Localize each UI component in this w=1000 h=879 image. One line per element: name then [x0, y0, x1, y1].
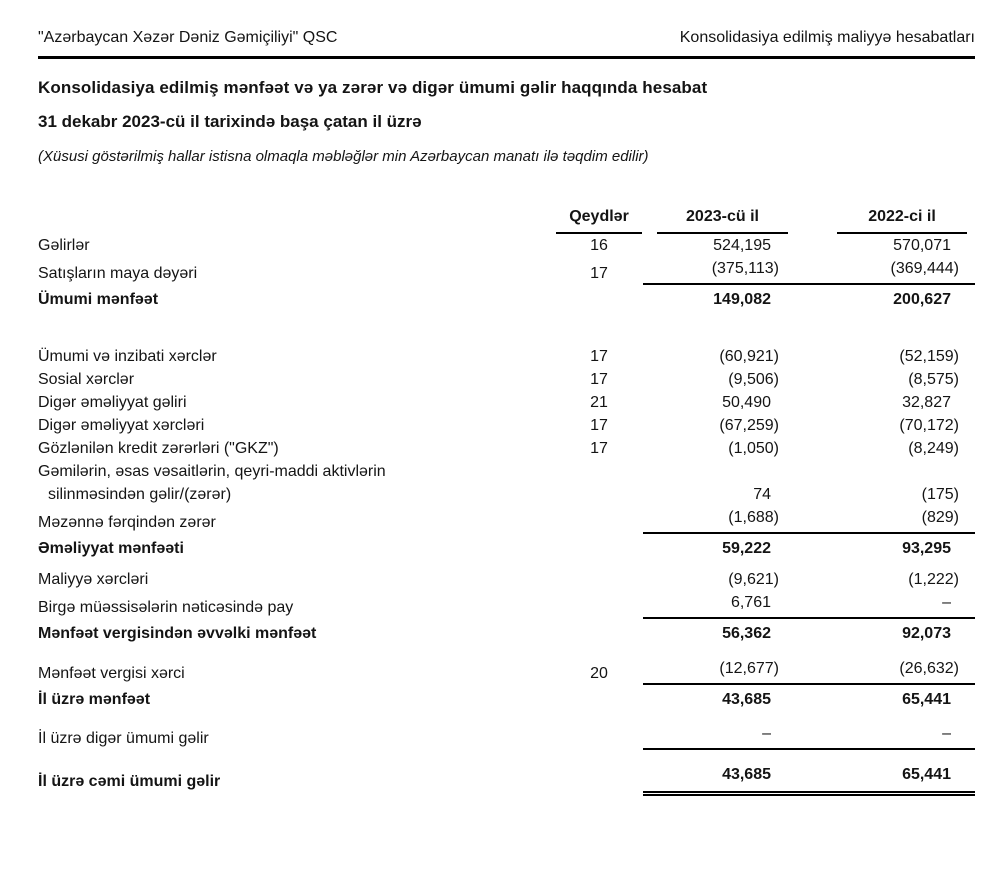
running-header [38, 28, 975, 59]
row-value-2022: 93,295 [902, 540, 951, 557]
row-label: Mənfəət vergisindən əvvəlki mənfəət [38, 625, 317, 642]
table-row-revenue [38, 234, 975, 257]
row-label: Əməliyyat mənfəəti [38, 540, 184, 557]
table-row-finance-costs [38, 568, 975, 591]
table-header-row [38, 205, 975, 234]
row-value-2022: – [793, 722, 975, 750]
row-label: Sosial xərclər [38, 371, 135, 388]
row-value-2022: (1,222) [908, 571, 959, 588]
table-row-expected-credit-losses [38, 437, 975, 460]
table-row-cost-of-sales [38, 257, 975, 285]
row-value-2023: 6,761 [643, 591, 793, 619]
row-value-2022: 570,071 [893, 237, 951, 254]
table-row-share-of-joint-ventures [38, 591, 975, 619]
row-label: Mənfəət vergisi xərci [38, 665, 185, 682]
table-row-other-operating-income [38, 391, 975, 414]
row-note: 17 [590, 417, 608, 434]
row-label-line1: Gəmilərin, əsas vəsaitlərin, qeyri-maddi aktivlərin [38, 463, 386, 480]
col-header-notes: Qeydlər [555, 205, 643, 234]
row-label: İl üzrə cəmi ümumi gəlir [38, 773, 221, 790]
row-label: Satışların maya dəyəri [38, 265, 198, 282]
row-label: İl üzrə mənfəət [38, 691, 151, 708]
table-row-income-tax-expense [38, 657, 975, 685]
row-value-2022: (369,444) [793, 257, 975, 285]
row-label: Ümumi və inzibati xərclər [38, 348, 217, 365]
table-row-other-comprehensive-income [38, 722, 975, 750]
report-type: Konsolidasiya edilmiş maliyyə hesabatları [679, 29, 975, 46]
table-row-writeoff-gain-loss [38, 460, 975, 506]
row-note: 20 [590, 665, 608, 682]
row-value-2023: (67,259) [719, 417, 779, 434]
period-subtitle: 31 dekabr 2023-cü il tarixində başa çatan il üzrə [38, 112, 422, 131]
row-value-2022: 200,627 [893, 291, 951, 308]
table-row-general-admin-expenses [38, 345, 975, 368]
row-note: 17 [590, 265, 608, 282]
row-value-2022: (8,575) [908, 371, 959, 388]
row-value-2023: 56,362 [722, 625, 771, 642]
row-value-2022: (175) [921, 486, 959, 503]
table-row-profit-before-tax [38, 619, 975, 645]
row-value-2023: (12,677) [643, 657, 793, 685]
col-header-2022: 2022-ci il [793, 205, 975, 234]
col-header-2023: 2023-cü il [643, 205, 793, 234]
row-value-2023: (60,921) [719, 348, 779, 365]
table-row-social-expenses [38, 368, 975, 391]
row-label: İl üzrə digər ümumi gəlir [38, 730, 209, 747]
row-value-2023: 59,222 [722, 540, 771, 557]
row-value-2023: 74 [753, 486, 771, 503]
row-note: 17 [590, 371, 608, 388]
table-row-gross-profit [38, 285, 975, 311]
table-row-total-comprehensive-income [38, 760, 975, 793]
row-label: Gəlirlər [38, 237, 90, 254]
row-value-2022: (8,249) [908, 440, 959, 457]
row-label: Məzənnə fərqindən zərər [38, 514, 216, 531]
row-label: Gözlənilən kredit zərərləri ("GKZ") [38, 440, 279, 457]
currency-note: (Xüsusi göstərilmiş hallar istisna olmaqla məbləğlər min Azərbaycan manatı ilə təqdim edilir) [38, 148, 649, 165]
row-note: 21 [590, 394, 608, 411]
row-value-2023: (1,688) [643, 506, 793, 534]
row-value-2022: (52,159) [899, 348, 959, 365]
row-value-2023: 50,490 [722, 394, 771, 411]
row-label-line2: silinməsindən gəlir/(zərər) [48, 486, 232, 503]
row-value-2022: 92,073 [902, 625, 951, 642]
company-name: "Azərbaycan Xəzər Dəniz Gəmiçiliyi" QSC [38, 29, 338, 46]
row-note: 16 [590, 237, 608, 254]
row-value-2023: 43,685 [643, 760, 793, 793]
table-row-other-operating-expenses [38, 414, 975, 437]
income-statement-table [38, 205, 975, 793]
row-value-2022: (70,172) [899, 417, 959, 434]
row-value-2023: – [643, 722, 793, 750]
row-label: Ümumi mənfəət [38, 291, 159, 308]
table-row-profit-for-year [38, 685, 975, 711]
row-label: Birgə müəssisələrin nəticəsində pay [38, 599, 294, 616]
row-label: Digər əməliyyat xərcləri [38, 417, 205, 434]
row-value-2022: 65,441 [902, 691, 951, 708]
row-value-2022: – [793, 591, 975, 619]
row-label: Digər əməliyyat gəliri [38, 394, 187, 411]
row-value-2022: 32,827 [902, 394, 951, 411]
row-note: 17 [590, 440, 608, 457]
row-value-2022: (26,632) [793, 657, 975, 685]
row-value-2023: (9,621) [728, 571, 779, 588]
row-label [38, 460, 555, 506]
row-value-2023: (375,113) [643, 257, 793, 285]
row-value-2023: (1,050) [728, 440, 779, 457]
table-row-exchange-loss [38, 506, 975, 534]
table-row-operating-profit [38, 534, 975, 560]
row-value-2023: (9,506) [728, 371, 779, 388]
row-note: 17 [590, 348, 608, 365]
row-value-2023: 43,685 [722, 691, 771, 708]
row-value-2023: 149,082 [713, 291, 771, 308]
row-value-2022: (829) [793, 506, 975, 534]
row-label: Maliyyə xərcləri [38, 571, 149, 588]
row-value-2023: 524,195 [713, 237, 771, 254]
statement-title: Konsolidasiya edilmiş mənfəət və ya zərər və digər ümumi gəlir haqqında hesabat [38, 78, 708, 97]
row-value-2022: 65,441 [793, 760, 975, 793]
